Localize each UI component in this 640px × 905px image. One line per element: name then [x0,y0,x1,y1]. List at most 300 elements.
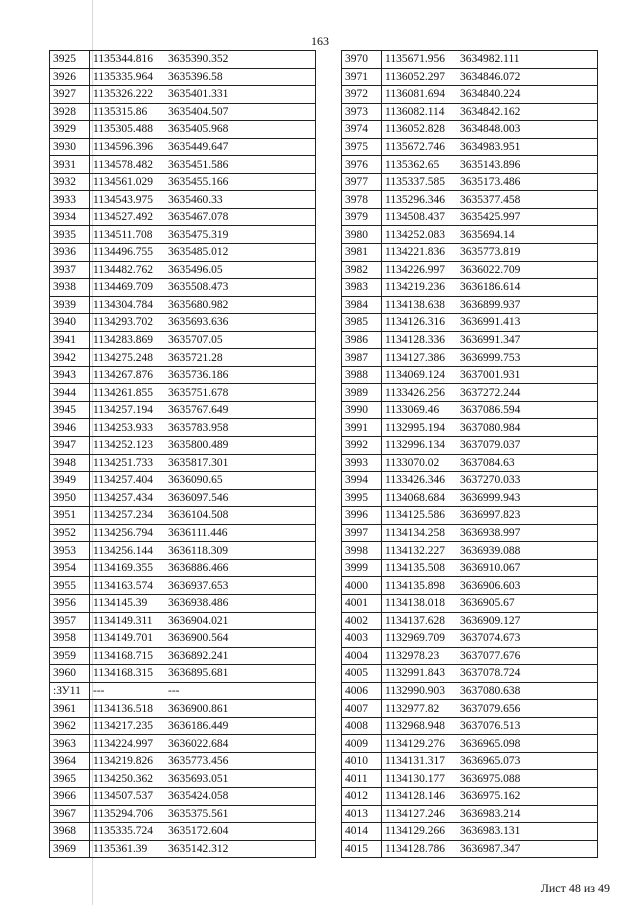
point-coordinates [382,68,598,86]
coordinate-y: 3636118.309 [168,544,228,557]
table-row [50,489,316,507]
point-coordinates [382,401,598,419]
point-number: 3959 [50,647,90,665]
table-row [50,138,316,156]
coordinate-x: 1134256.144 [93,544,153,557]
table-row [50,419,316,437]
coordinate-y: 3635460.33 [168,193,223,206]
point-coordinates [90,244,316,262]
coordinate-y: 3636938.486 [168,597,229,610]
point-coordinates [382,612,598,630]
coordinate-x: 1132996.134 [385,439,445,452]
coordinate-y: 3635773.819 [460,246,521,259]
coordinate-y: 3636999.753 [460,351,521,364]
point-coordinates [90,735,316,753]
point-coordinates [382,507,598,525]
coordinate-y: 3636895.681 [168,667,229,680]
coordinate-x: 1133426.346 [385,474,445,487]
point-coordinates [90,279,316,297]
point-number: 3965 [50,770,90,788]
coordinate-y: 3636886.466 [168,562,229,575]
coordinate-y: 3637079.656 [460,702,521,715]
point-coordinates [382,752,598,770]
table-row [342,682,598,700]
point-number: 3969 [50,840,90,858]
coordinate-y: 3636983.214 [460,807,521,820]
point-number: 3978 [342,191,382,209]
point-number: 3948 [50,454,90,472]
point-coordinates [90,507,316,525]
point-coordinates [382,51,598,69]
coordinate-y: 3634840.224 [460,88,521,101]
table-row [342,472,598,490]
coordinate-y: 3636991.413 [460,316,521,329]
coordinate-x: 1134149.311 [93,614,153,627]
point-coordinates [382,138,598,156]
table-row [50,384,316,402]
table-row [342,331,598,349]
coordinate-y: 3636997.823 [460,509,521,522]
coordinate-y: 3635707.05 [168,334,223,347]
point-coordinates [90,752,316,770]
coordinate-x: 1134224.997 [93,737,153,750]
point-number: 4014 [342,823,382,841]
coordinate-x: 1134293.702 [93,316,153,329]
point-coordinates [90,472,316,490]
coordinate-y: 3635783.958 [168,421,229,434]
table-row [50,401,316,419]
table-row [342,296,598,314]
point-number: 3998 [342,542,382,560]
table-row [342,700,598,718]
point-number: 3943 [50,366,90,384]
table-row [342,612,598,630]
coordinate-y: 3636899.937 [460,298,521,311]
coordinate-x: 1134226.997 [385,263,445,276]
point-number: 3928 [50,103,90,121]
point-coordinates [382,559,598,577]
table-row [342,840,598,858]
table-row [342,770,598,788]
coordinate-y: 3635375.561 [168,807,229,820]
table-row [342,156,598,174]
coordinate-x: 1134125.586 [385,509,445,522]
point-coordinates [90,173,316,191]
point-number: 4002 [342,612,382,630]
coordinate-y: 3636111.446 [168,527,228,540]
coordinate-x: 1136052.297 [385,70,445,83]
table-row [342,86,598,104]
point-coordinates [382,805,598,823]
point-coordinates [90,349,316,367]
table-row [50,226,316,244]
point-number: 4010 [342,752,382,770]
coordinate-y: 3637079.037 [460,439,521,452]
coordinate-y: 3636910.067 [460,562,521,575]
coordinate-x: 1134132.227 [385,544,445,557]
point-number: 3951 [50,507,90,525]
coordinate-x: 1134219.826 [93,755,153,768]
table-row [342,542,598,560]
table-row [50,279,316,297]
coordinate-y: 3635172.604 [168,825,229,838]
point-number: 3925 [50,51,90,69]
coordinate-y: 3635751.678 [168,386,229,399]
table-row [342,401,598,419]
point-number: 3926 [50,68,90,86]
point-coordinates [90,156,316,174]
point-coordinates [382,840,598,858]
table-row [50,752,316,770]
coordinate-x: 1132969.709 [385,632,445,645]
point-number: 4011 [342,770,382,788]
coordinate-x: 1134507.537 [93,790,153,803]
coordinate-x: 1135294.706 [93,807,153,820]
coordinate-x: 1136052.828 [385,123,445,136]
coordinate-y: 3636906.603 [460,579,521,592]
table-row [342,208,598,226]
point-number: 3995 [342,489,382,507]
point-coordinates [90,331,316,349]
coordinate-y: 3636900.564 [168,632,229,645]
point-coordinates [90,787,316,805]
table-row [50,261,316,279]
point-number: 4012 [342,787,382,805]
table-row [50,86,316,104]
point-coordinates [90,314,316,332]
coordinate-x: 1135335.724 [93,825,153,838]
point-coordinates [382,542,598,560]
point-number: 3963 [50,735,90,753]
coordinate-y: 3635721.28 [168,351,223,364]
point-number: 3993 [342,454,382,472]
table-row [50,437,316,455]
coordinate-x: 1134543.975 [93,193,153,206]
point-coordinates [90,577,316,595]
coordinate-x: 1134145.39 [93,597,148,610]
coordinates-table-left [49,50,316,858]
point-coordinates [90,401,316,419]
point-coordinates [90,823,316,841]
point-coordinates [382,279,598,297]
coordinate-y: 3636186.614 [460,281,521,294]
table-row [342,577,598,595]
point-number: 3933 [50,191,90,209]
table-row [50,559,316,577]
coordinate-x: 1135326.222 [93,88,153,101]
coordinate-x: 1134129.266 [385,825,445,838]
table-row [342,630,598,648]
point-coordinates [90,612,316,630]
point-number: 4009 [342,735,382,753]
table-row [342,68,598,86]
coordinate-y: 3635451.586 [168,158,229,171]
point-number: 3989 [342,384,382,402]
point-coordinates [382,787,598,805]
table-row [342,121,598,139]
table-row [50,577,316,595]
point-coordinates [90,524,316,542]
table-row [50,630,316,648]
coordinate-y: 3637270.033 [460,474,521,487]
point-coordinates [382,296,598,314]
point-number: 3992 [342,437,382,455]
coordinate-y: 3635496.05 [168,263,223,276]
point-coordinates [90,717,316,735]
coordinate-x: 1132968.948 [385,720,445,733]
point-coordinates [382,86,598,104]
coordinate-x: 1134136.518 [93,702,153,715]
point-number: 3958 [50,630,90,648]
point-coordinates [90,68,316,86]
coordinate-x: 1134168.715 [93,649,153,662]
table-row [342,524,598,542]
coordinate-y: 3636186.449 [168,720,229,733]
table-row [342,314,598,332]
coordinate-y: 3637272.244 [460,386,521,399]
table-row [342,752,598,770]
coordinate-y: 3634842.162 [460,105,521,118]
point-number: 3949 [50,472,90,490]
point-coordinates [382,454,598,472]
point-number: 3967 [50,805,90,823]
coordinate-y: 3637074.673 [460,632,521,645]
point-coordinates [382,419,598,437]
point-number: 3991 [342,419,382,437]
coordinate-y: 3635404.507 [168,105,229,118]
table-row [342,103,598,121]
coordinate-y: 3635800.489 [168,439,229,452]
point-coordinates [382,103,598,121]
point-coordinates [90,86,316,104]
point-coordinates [382,244,598,262]
point-number: 4005 [342,665,382,683]
coordinate-x: 1134250.362 [93,772,153,785]
point-coordinates [90,630,316,648]
point-coordinates [90,805,316,823]
table-row [50,331,316,349]
coordinate-x: 1135305.488 [93,123,153,136]
point-coordinates [382,594,598,612]
point-number: 3982 [342,261,382,279]
table-row [50,700,316,718]
coordinate-y: 3636975.162 [460,790,521,803]
table-row [342,437,598,455]
table-row [50,542,316,560]
table-row [342,805,598,823]
point-number: 3952 [50,524,90,542]
point-number: 3939 [50,296,90,314]
point-number: 3954 [50,559,90,577]
coordinate-x: 1134304.784 [93,298,153,311]
point-number: 3994 [342,472,382,490]
table-row [342,279,598,297]
coordinate-y: 3636090.65 [168,474,223,487]
point-number: 3977 [342,173,382,191]
point-number: 4013 [342,805,382,823]
coordinate-x: 1134127.386 [385,351,445,364]
point-number: 3947 [50,437,90,455]
point-number: 3990 [342,401,382,419]
coordinate-x: 1132977.82 [385,702,440,715]
coordinate-y: 3635693.636 [168,316,229,329]
coordinate-y: 3635680.982 [168,298,229,311]
coordinate-x: 1133070.02 [385,456,440,469]
table-row [50,787,316,805]
coordinate-x: 1135337.585 [385,176,445,189]
coordinate-x: 1134221.836 [385,246,445,259]
page-number: 163 [311,34,329,48]
point-number: 3962 [50,717,90,735]
table-row [342,735,598,753]
coordinate-y: 3636904.021 [168,614,229,627]
table-row [50,454,316,472]
table-row [50,121,316,139]
point-number: 3937 [50,261,90,279]
point-coordinates [382,577,598,595]
point-number: 3972 [342,86,382,104]
point-number: 3976 [342,156,382,174]
coordinate-x: 1134138.638 [385,298,445,311]
table-row [50,296,316,314]
point-coordinates [90,138,316,156]
table-row [50,191,316,209]
point-number: 3979 [342,208,382,226]
point-number: 4007 [342,700,382,718]
point-coordinates [90,840,316,858]
coordinate-y: 3636999.943 [460,491,521,504]
point-coordinates [382,173,598,191]
coordinate-y: 3637077.676 [460,649,521,662]
coordinate-y: 3636900.861 [168,702,229,715]
point-coordinates [90,700,316,718]
point-number: 3960 [50,665,90,683]
coordinate-y: 3635693.051 [168,772,229,785]
coordinate-y: 3636991.347 [460,334,521,347]
table-row [50,770,316,788]
coordinate-y: 3637080.984 [460,421,521,434]
coordinate-x: 1132995.194 [385,421,445,434]
table-row [342,665,598,683]
point-number: 3950 [50,489,90,507]
point-number: 3953 [50,542,90,560]
coordinate-x: 1135672.746 [385,141,445,153]
point-number: 3927 [50,86,90,104]
table-row [50,682,316,700]
coordinate-x: 1134251.733 [93,456,153,469]
table-row [50,472,316,490]
table-row [342,349,598,367]
coordinate-x: 1134128.336 [385,334,445,347]
coordinate-y: 3637084.63 [460,456,515,469]
coordinate-x: 1136082.114 [385,105,445,118]
point-coordinates [90,454,316,472]
coordinate-y: 3635455.166 [168,176,229,189]
point-number: 3973 [342,103,382,121]
point-coordinates [90,682,316,700]
coordinate-x: 1134578.482 [93,158,153,171]
point-number: 3932 [50,173,90,191]
point-number: 4008 [342,717,382,735]
table-row [342,138,598,156]
sheet-counter: Лист 48 из 49 [540,881,610,895]
coordinate-x: 1135344.816 [93,53,153,66]
coordinate-y: 3635425.997 [460,211,521,224]
point-number: :ЗУ11 [50,682,90,700]
coordinate-x: 1134137.628 [385,614,445,627]
point-number: 3986 [342,331,382,349]
coordinate-x: 1135315.86 [93,105,148,118]
point-number: 3988 [342,366,382,384]
table-row [50,156,316,174]
point-coordinates [90,366,316,384]
coordinate-y: 3634848.003 [460,123,521,136]
coordinate-y: 3635142.312 [168,842,229,855]
table-row [342,244,598,262]
table-row [50,208,316,226]
table-row [50,612,316,630]
coordinate-y: --- [168,684,180,697]
table-row [342,717,598,735]
point-coordinates [382,630,598,648]
point-number: 3966 [50,787,90,805]
coordinate-y: 3635817.301 [168,456,229,469]
point-coordinates [90,261,316,279]
coordinate-y: 3637001.931 [460,369,521,382]
point-number: 4001 [342,594,382,612]
point-number: 3942 [50,349,90,367]
coordinate-y: 3637076.513 [460,720,521,733]
table-row [342,384,598,402]
table-row [50,823,316,841]
coordinate-x: 1133069.46 [385,404,440,417]
coordinate-x: 1134128.146 [385,790,445,803]
point-number: 3956 [50,594,90,612]
point-coordinates [90,103,316,121]
coordinate-y: 3635475.319 [168,228,229,241]
point-number: 3938 [50,279,90,297]
point-coordinates [90,208,316,226]
table-row [342,366,598,384]
table-row [342,647,598,665]
coordinate-y: 3634846.072 [460,70,521,83]
coordinate-x: 1134149.701 [93,632,153,645]
point-number: 3936 [50,244,90,262]
coordinate-x: 1134257.194 [93,404,153,417]
table-row [50,735,316,753]
table-row [342,454,598,472]
coordinate-y: 3636965.098 [460,737,521,750]
point-coordinates [382,770,598,788]
point-number: 3931 [50,156,90,174]
coordinate-x: 1134511.708 [93,228,153,241]
point-number: 3941 [50,331,90,349]
coordinate-y: 3635467.078 [168,211,229,224]
coordinate-y: 3636983.131 [460,825,521,838]
coordinate-x: 1134217.235 [93,720,153,733]
coordinate-y: 3636022.709 [460,263,521,276]
point-coordinates [90,296,316,314]
point-coordinates [382,156,598,174]
point-number: 4004 [342,647,382,665]
coordinate-y: 3635424.058 [168,790,229,803]
point-coordinates [382,489,598,507]
point-coordinates [382,226,598,244]
point-number: 3964 [50,752,90,770]
point-coordinates [382,682,598,700]
coordinate-y: 3635449.647 [168,141,229,153]
table-row [50,173,316,191]
